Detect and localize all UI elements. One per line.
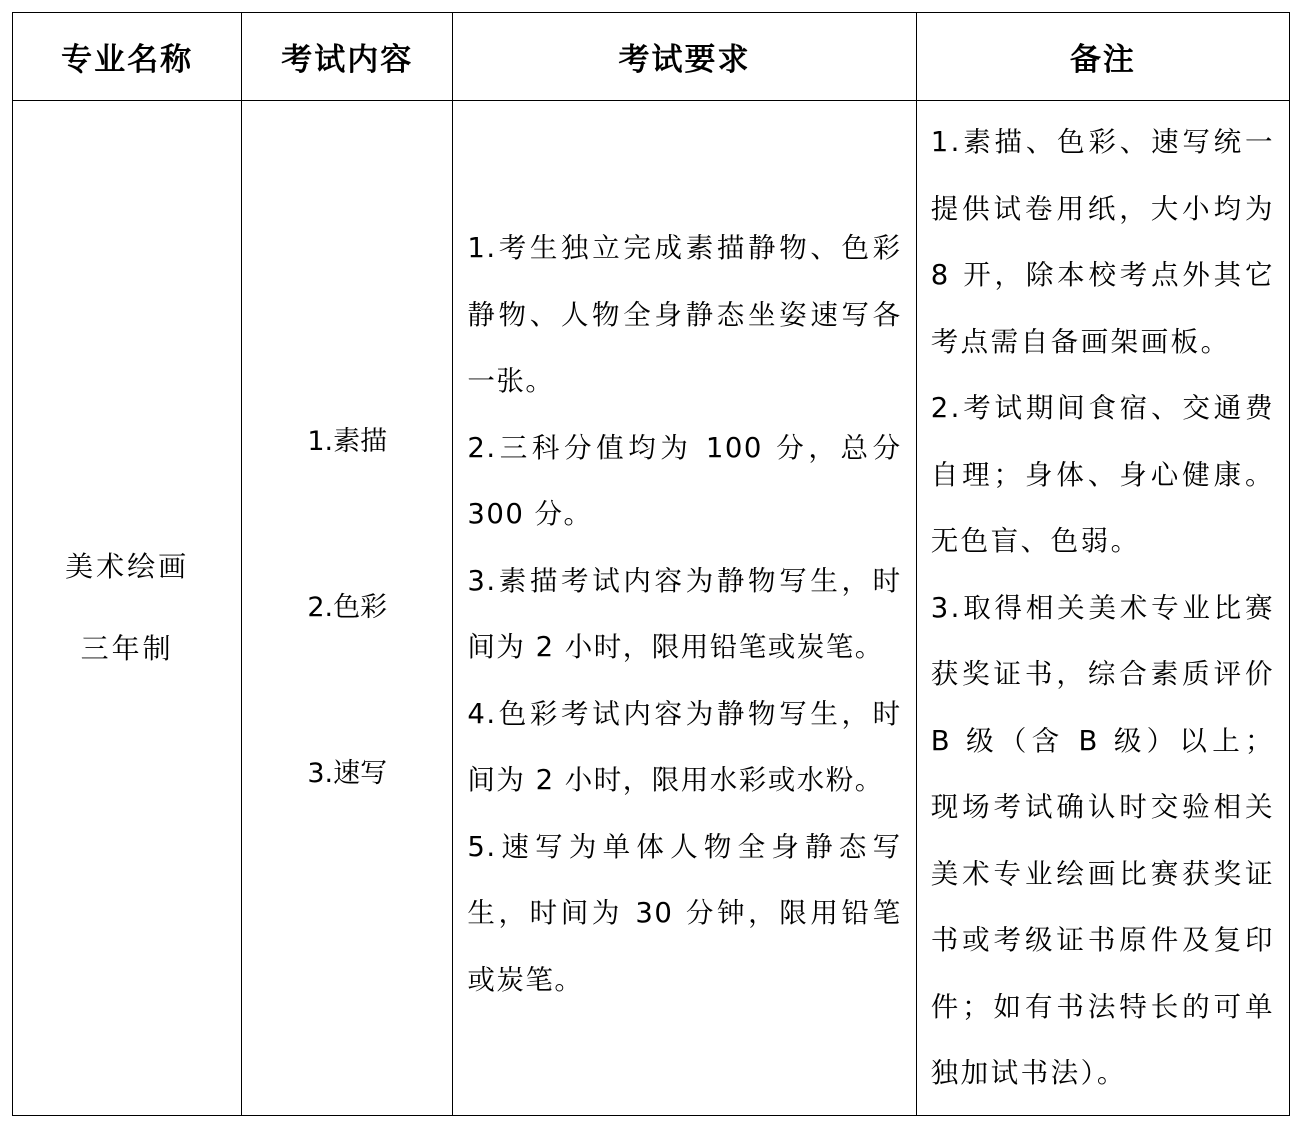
header-exam-requirements: 考试要求	[453, 13, 916, 101]
header-major-name: 专业名称	[13, 13, 242, 101]
table-row	[13, 101, 1290, 1116]
remark-item: 2.考试期间食宿、交通费自理；身体、身心健康。无色盲、色弱。	[930, 392, 1275, 558]
requirements-list	[467, 215, 901, 1013]
requirement-item: 2.三科分值均为 100 分，总分 300 分。	[467, 431, 902, 530]
exam-requirements-cell	[453, 101, 916, 1116]
major-duration: 三年制	[80, 632, 174, 665]
table-header	[13, 13, 1290, 101]
exam-requirements-table	[12, 12, 1290, 1116]
exam-content-color: 2.色彩	[307, 592, 388, 623]
exam-content-cell	[242, 101, 453, 1116]
header-exam-content: 考试内容	[242, 13, 453, 101]
exam-content-quick-sketch: 3.速写	[307, 758, 388, 789]
remarks-cell	[916, 101, 1289, 1116]
remark-item: 1.素描、色彩、速写统一提供试卷用纸，大小均为 8 开，除本校考点外其它考点需自备画架画板。	[930, 126, 1275, 358]
remark-item: 3.取得相关美术专业比赛获奖证书，综合素质评价 B 级（含 B 级）以上；现场考试确认时交验相关美术专业绘画比赛获奖证书或考级证书原件及复印件；如有书法特长的可单独加试书法）。	[930, 591, 1275, 1090]
major-name: 美术绘画	[65, 550, 190, 583]
major-cell	[13, 101, 242, 1116]
requirement-item: 1.考生独立完成素描静物、色彩静物、人物全身静态坐姿速写各一张。	[467, 232, 902, 397]
requirement-item: 4.色彩考试内容为静物写生，时间为 2 小时，限用水彩或水粉。	[467, 697, 902, 796]
requirement-item: 5.速写为单体人物全身静态写生，时间为 30 分钟，限用铅笔或炭笔。	[467, 830, 902, 996]
table-body	[13, 101, 1290, 1116]
header-row	[13, 13, 1290, 101]
header-remarks: 备注	[916, 13, 1289, 101]
exam-content-sketch: 1.素描	[307, 426, 388, 457]
requirement-item: 3.素描考试内容为静物写生，时间为 2 小时，限用铅笔或炭笔。	[467, 564, 902, 663]
